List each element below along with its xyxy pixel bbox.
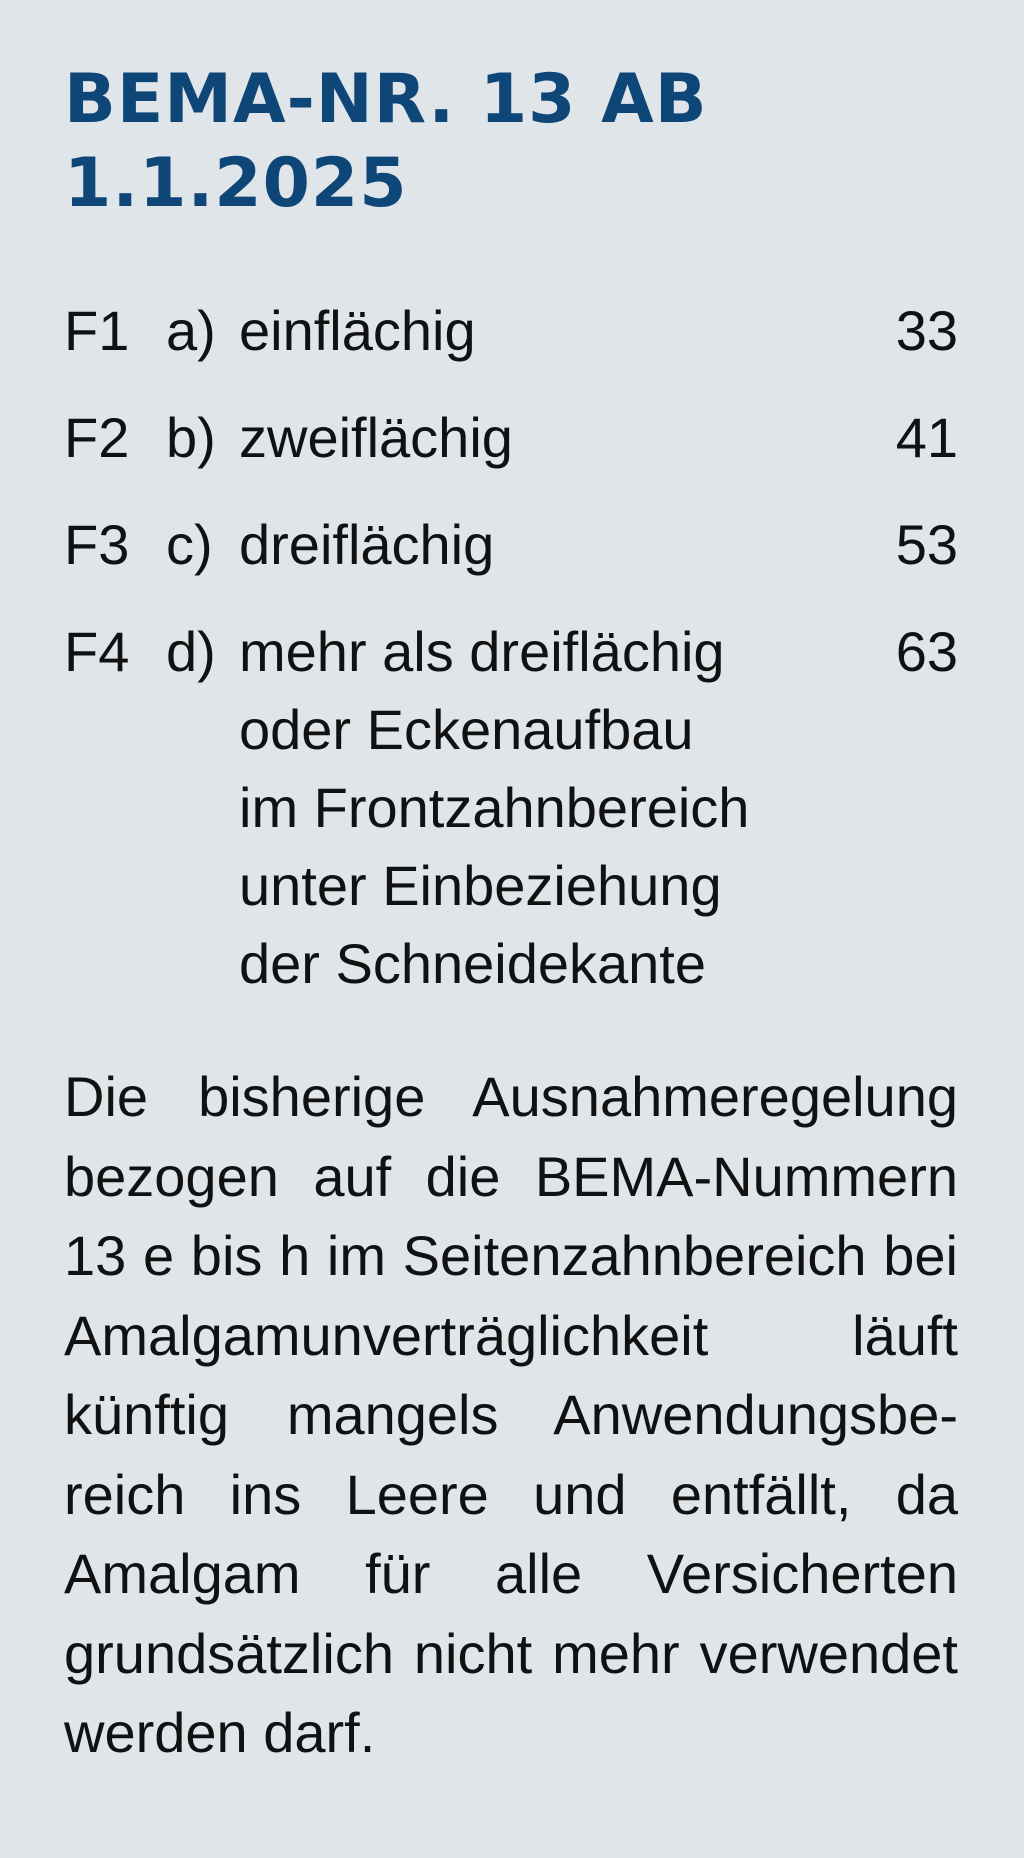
- fee-value: 53: [895, 513, 958, 576]
- fee-value: 33: [895, 299, 958, 362]
- fee-code: F3: [64, 513, 130, 576]
- fee-value: 41: [895, 406, 958, 469]
- fee-code: F1: [64, 299, 130, 362]
- fee-code: F2: [64, 406, 130, 469]
- fee-letter: a): [166, 299, 216, 362]
- fee-label-line: oder Eckenaufbau: [239, 698, 694, 761]
- fee-letter: d): [166, 620, 216, 683]
- fee-label: zweiflächig: [239, 406, 513, 469]
- fee-row-f3: [64, 506, 958, 584]
- fee-label: einflächig: [239, 299, 476, 362]
- fee-label: dreiflächig: [239, 513, 495, 576]
- box-title-line-1: BEMA-NR. 13 AB: [64, 60, 708, 139]
- fee-value: 63: [895, 620, 958, 683]
- fee-table: [64, 292, 958, 1003]
- fee-code: F4: [64, 620, 130, 683]
- fee-label-line: mehr als dreiflächig: [239, 620, 725, 683]
- fee-row-f1: [64, 292, 958, 370]
- fee-row-f2: [64, 399, 958, 477]
- fee-label-line: im Frontzahnbereich: [239, 776, 750, 839]
- fee-letter: c): [166, 513, 213, 576]
- fee-letter: b): [166, 406, 216, 469]
- fee-label-line: der Schneidekante: [239, 932, 707, 995]
- box-title: [64, 58, 958, 226]
- note-paragraph: Die bisherige Ausnahmeregelung bezogen auf die BEMA-Nummern 13 e bis h im Seitenzahnbereich bei Amalgamunverträglichkeit läuft künftig mangels Anwendungsbereich ins Leere und entfällt, da Amalgam für alle Versicherten grundsätzlich nicht mehr verwendet werden darf.: [64, 1065, 958, 1764]
- fee-label-line: unter Einbeziehung: [239, 854, 722, 917]
- fee-row-f4: [64, 613, 958, 1003]
- box-title-line-2: 1.1.2025: [64, 144, 408, 223]
- fee-label: [239, 613, 878, 1003]
